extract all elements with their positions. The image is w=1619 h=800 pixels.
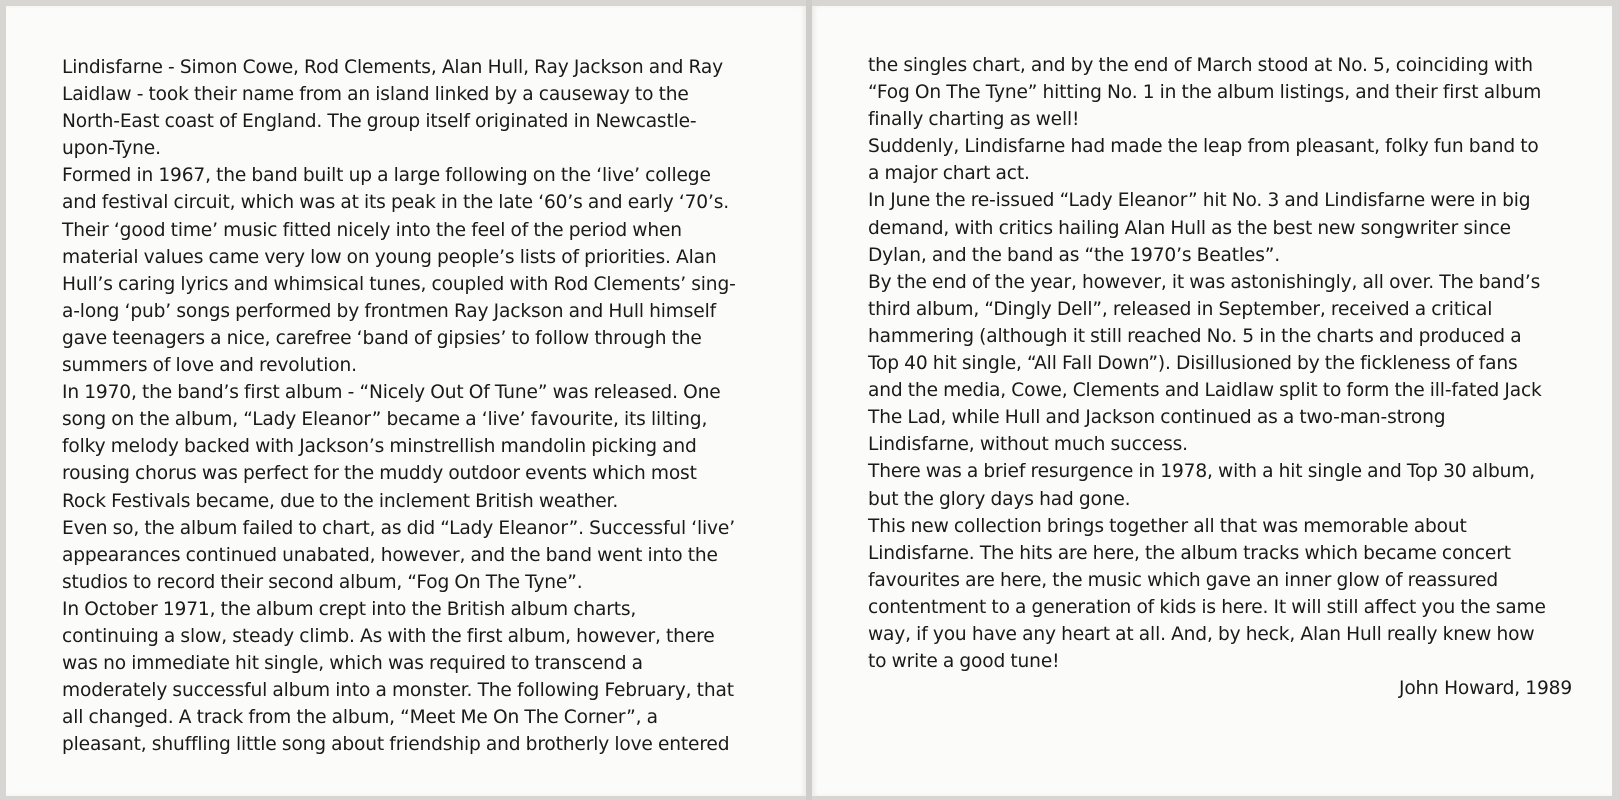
text-line: By the end of the year, however, it was astonishingly, all over. The band’s: [868, 271, 1541, 293]
right-page-text: [868, 52, 1598, 702]
text-line: Lindisfarne - Simon Cowe, Rod Clements, Alan Hull, Ray Jackson and Ray: [62, 57, 723, 78]
left-page: [6, 6, 806, 796]
text-line: Formed in 1967, the band built up a large following on the ‘live’ college: [62, 165, 711, 187]
text-line: Their ‘good time’ music fitted nicely into the feel of the period when: [62, 219, 682, 241]
text-line: a-long ‘pub’ songs performed by frontmen Ray Jackson and Hull himself: [62, 300, 716, 322]
text-line: Rock Festivals became, due to the inclement British weather.: [62, 490, 619, 512]
text-line: a major chart act.: [868, 163, 1030, 185]
text-line: way, if you have any heart at all. And, by heck, Alan Hull really knew how: [868, 623, 1535, 645]
author-signature: John Howard, 1989: [1398, 678, 1572, 700]
text-line: North-East coast of England. The group itself originated in Newcastle-: [62, 111, 697, 133]
text-line: appearances continued unabated, however, and the band went into the: [62, 544, 718, 566]
text-line: Dylan, and the band as “the 1970’s Beatles”.: [868, 244, 1280, 266]
text-line: Lindisfarne. The hits are here, the album tracks which became concert: [868, 542, 1511, 564]
text-line: In 1970, the band’s first album - “Nicely Out Of Tune” was released. One: [62, 382, 721, 404]
text-line: This new collection brings together all that was memorable about: [868, 515, 1467, 537]
text-line: summers of love and revolution.: [62, 355, 357, 377]
text-line: upon-Tyne.: [62, 138, 161, 160]
text-line: material values came very low on young people’s lists of priorities. Alan: [62, 246, 717, 268]
text-line: and the media, Cowe, Clements and Laidlaw split to form the ill-fated Jack: [868, 380, 1542, 402]
text-line: Even so, the album failed to chart, as did “Lady Eleanor”. Successful ‘live’: [62, 517, 735, 539]
text-line: Hull’s caring lyrics and whimsical tunes, coupled with Rod Clements’ sing-: [62, 273, 736, 295]
text-line: gave teenagers a nice, carefree ‘band of gipsies’ to follow through the: [62, 327, 702, 349]
text-line: favourites are here, the music which gave an inner glow of reassured: [868, 569, 1498, 591]
text-line: Lindisfarne, without much success.: [868, 434, 1188, 456]
text-line: was no immediate hit single, which was required to transcend a: [62, 653, 643, 675]
text-line: Laidlaw - took their name from an island linked by a causeway to the: [62, 84, 689, 106]
text-line: “Fog On The Tyne” hitting No. 1 in the album listings, and their first album: [868, 82, 1542, 104]
text-line: demand, with critics hailing Alan Hull as the best new songwriter since: [868, 217, 1511, 239]
right-page: [812, 6, 1612, 796]
text-line: contentment to a generation of kids is here. It will still affect you the same: [868, 596, 1546, 618]
text-line: to write a good tune!: [868, 651, 1060, 673]
text-line: but the glory days had gone.: [868, 488, 1131, 510]
text-line: moderately successful album into a monster. The following February, that: [62, 680, 734, 702]
text-line: In June the re-issued “Lady Eleanor” hit No. 3 and Lindisfarne were in big: [868, 190, 1531, 212]
text-line: hammering (although it still reached No. 5 in the charts and produced a: [868, 325, 1522, 347]
text-line: third album, “Dingly Dell”, released in September, received a critical: [868, 298, 1493, 320]
text-line: There was a brief resurgence in 1978, with a hit single and Top 30 album,: [868, 461, 1535, 483]
text-line: finally charting as well!: [868, 109, 1080, 131]
text-line: In October 1971, the album crept into the British album charts,: [62, 598, 637, 620]
text-line: pleasant, shuffling little song about friendship and brotherly love entered: [62, 734, 730, 756]
text-line: and festival circuit, which was at its peak in the late ‘60’s and early ‘70’s.: [62, 192, 730, 214]
text-line: continuing a slow, steady climb. As with the first album, however, there: [62, 625, 715, 647]
text-line: The Lad, while Hull and Jackson continued as a two-man-strong: [868, 407, 1446, 429]
text-line: the singles chart, and by the end of March stood at No. 5, coinciding with: [868, 55, 1533, 76]
text-line: Top 40 hit single, “All Fall Down”). Disillusioned by the fickleness of fans: [868, 353, 1518, 375]
text-line: studios to record their second album, “Fog On The Tyne”.: [62, 571, 583, 593]
text-line: folky melody backed with Jackson’s minstrellish mandolin picking and: [62, 436, 697, 458]
text-line: rousing chorus was perfect for the muddy outdoor events which most: [62, 463, 697, 485]
text-line: Suddenly, Lindisfarne had made the leap from pleasant, folky fun band to: [868, 136, 1539, 158]
left-page-text: [62, 54, 792, 758]
text-line: all changed. A track from the album, “Meet Me On The Corner”, a: [62, 707, 658, 729]
text-line: song on the album, “Lady Eleanor” became a ‘live’ favourite, its lilting,: [62, 409, 708, 431]
